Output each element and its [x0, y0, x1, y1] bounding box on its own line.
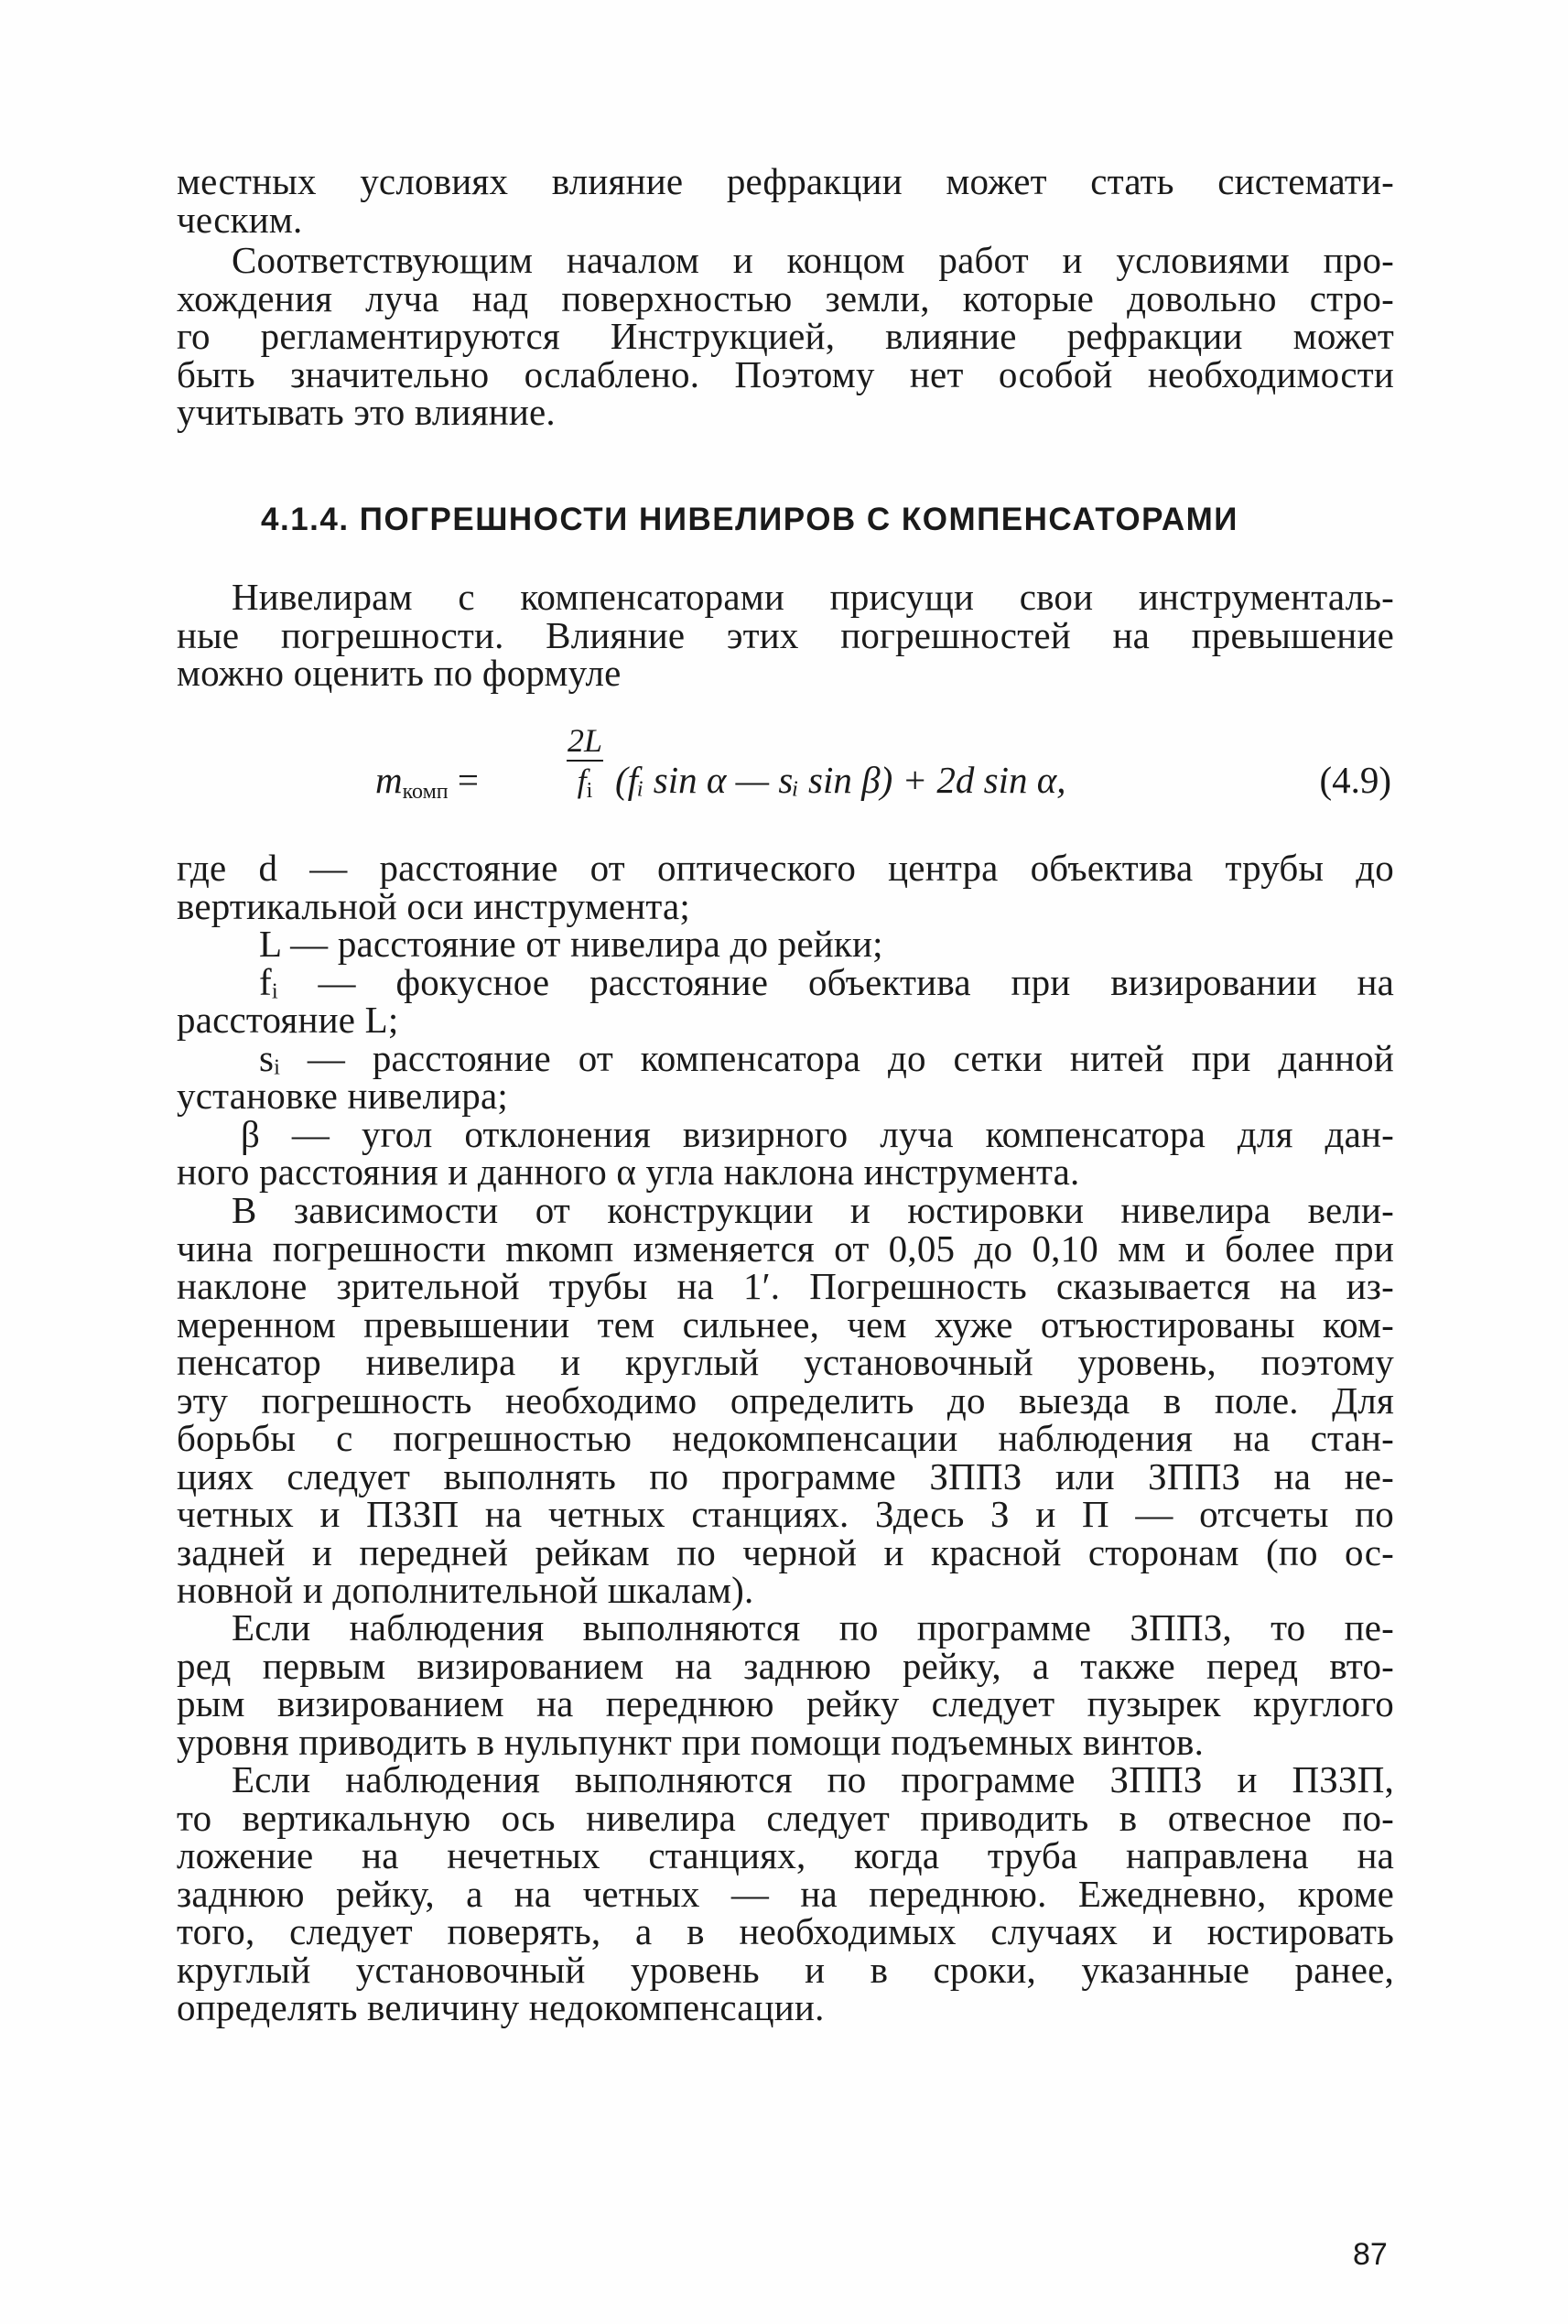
definition-line: где d — расстояние от оптического центра объектива трубы до [177, 847, 1394, 889]
fraction-denominator [563, 763, 607, 808]
formula-symbol-m: m [375, 759, 403, 801]
formula-equals: = [448, 759, 479, 801]
definition-line: установке нивелира; [177, 1075, 508, 1117]
text-line: наклоне зрительной трубы на 1′. Погрешность сказывается на из- [177, 1265, 1394, 1307]
text-line: новной и дополнительной шкалам). [177, 1569, 754, 1611]
definition-line: ного расстояния и данного α угла наклона инструмента. [177, 1151, 1080, 1193]
text-line: го регламентируются Инструкцией, влияние рефракции может [177, 315, 1394, 357]
text-line: Нивелирам с компенсаторами присущи свои инструменталь- [232, 576, 1394, 618]
text-line: меренном превышении тем сильнее, чем хуже отъюстированы ком- [177, 1303, 1394, 1346]
paragraph-refraction-conclusion [177, 239, 1394, 433]
formula-number: (4.9) [1319, 759, 1391, 801]
page-number: 87 [1353, 2237, 1388, 2272]
paragraph-zppz-pzzp-program [177, 1758, 1394, 2028]
formula-rhs: (fᵢ sin α — sᵢ sin β) + 2d sin α, [615, 759, 1066, 801]
text-line: учитывать это влияние. [177, 391, 556, 433]
text-line: Соответствующим началом и концом работ и условиями про- [232, 239, 1394, 281]
formula-4-9 [375, 723, 1391, 824]
text-line: ные погрешности. Влияние этих погрешностей на превышение [177, 613, 1394, 656]
denominator-symbol: f [577, 762, 587, 799]
text-line: Если наблюдения выполняются по программе ЗППЗ, то пе- [232, 1606, 1394, 1648]
formula-fraction [563, 723, 607, 808]
text-line: определять величину недокомпенсации. [177, 1986, 825, 2028]
text-line: задней и передней рейкам по черной и красной сторонам (по ос- [177, 1530, 1394, 1573]
text-line: чина погрешности mкомп изменяется от 0,05 до 0,10 мм и более при [177, 1227, 1394, 1270]
definition-line: sᵢ — расстояние от компенсатора до сетки нитей при данной [259, 1036, 1394, 1079]
paragraph-zppz-program [177, 1606, 1394, 1763]
paragraph-refraction-end [177, 160, 1394, 241]
text-line: круглый установочный уровень и в сроки, указанные ранее, [177, 1948, 1394, 1991]
section-heading: 4.1.4. ПОГРЕШНОСТИ НИВЕЛИРОВ С КОМПЕНСАТОРАМИ [261, 502, 1238, 537]
definition-line: β — угол отклонения визирного луча компенсатора для дан- [241, 1112, 1394, 1155]
text-line: Если наблюдения выполняются по программе ЗППЗ и ПЗЗП, [232, 1758, 1394, 1800]
text-line: ред первым визированием на заднюю рейку, а также перед вто- [177, 1644, 1394, 1687]
text-line: четных и ПЗЗП на четных станциях. Здесь З и П — отсчеты по [177, 1493, 1394, 1535]
text-line: рым визированием на переднюю рейку следует пузырек круглого [177, 1682, 1394, 1724]
text-line: то вертикальную ось нивелира следует приводить в отвесное по- [177, 1796, 1394, 1839]
text-line: можно оценить по формуле [177, 652, 622, 694]
text-line: ложение на нечетных станциях, когда труба направлена на [177, 1834, 1394, 1876]
formula-subscript: комп [402, 780, 449, 804]
text-line: хождения луча над поверхностью земли, которые довольно стро- [177, 276, 1394, 319]
text-line: уровня приводить в нульпункт при помощи подъемных винтов. [177, 1720, 1205, 1763]
formula-definitions [177, 849, 1394, 1192]
text-line: ческим. [177, 198, 303, 241]
text-line: В зависимости от конструкции и юстировки нивелира вели- [232, 1189, 1394, 1231]
text-line: того, следует поверять, а в необходимых случаях и юстировать [177, 1910, 1394, 1952]
definition-line: вертикальной оси инструмента; [177, 884, 691, 927]
text-line: эту погрешность необходимо определить до выезда в поле. Для [177, 1378, 1394, 1421]
definition-line: L — расстояние от нивелира до рейки; [259, 923, 883, 965]
text-line: борьбы с погрешностью недокомпенсации наблюдения на стан- [177, 1417, 1394, 1459]
text-line: заднюю рейку, а на четных — на переднюю. Ежедневно, кроме [177, 1872, 1394, 1915]
denominator-subscript: i [586, 779, 593, 803]
fraction-bar [567, 760, 603, 762]
text-line: быть значительно ослаблено. Поэтому нет особой необходимости [177, 352, 1394, 395]
fraction-numerator: 2L [567, 722, 603, 759]
formula-lhs [375, 758, 479, 805]
paragraph-compensation-error [177, 1189, 1394, 1611]
text-line: циях следует выполнять по программе ЗППЗ или ЗППЗ на не- [177, 1454, 1394, 1497]
definition-line: fᵢ — фокусное расстояние объектива при визировании на [259, 960, 1394, 1003]
text-line: пенсатор нивелира и круглый установочный уровень, поэтому [177, 1341, 1394, 1383]
text-line: местных условиях влияние рефракции может стать системати- [177, 160, 1394, 202]
definition-line: расстояние L; [177, 999, 399, 1041]
paragraph-formula-intro [177, 578, 1394, 693]
